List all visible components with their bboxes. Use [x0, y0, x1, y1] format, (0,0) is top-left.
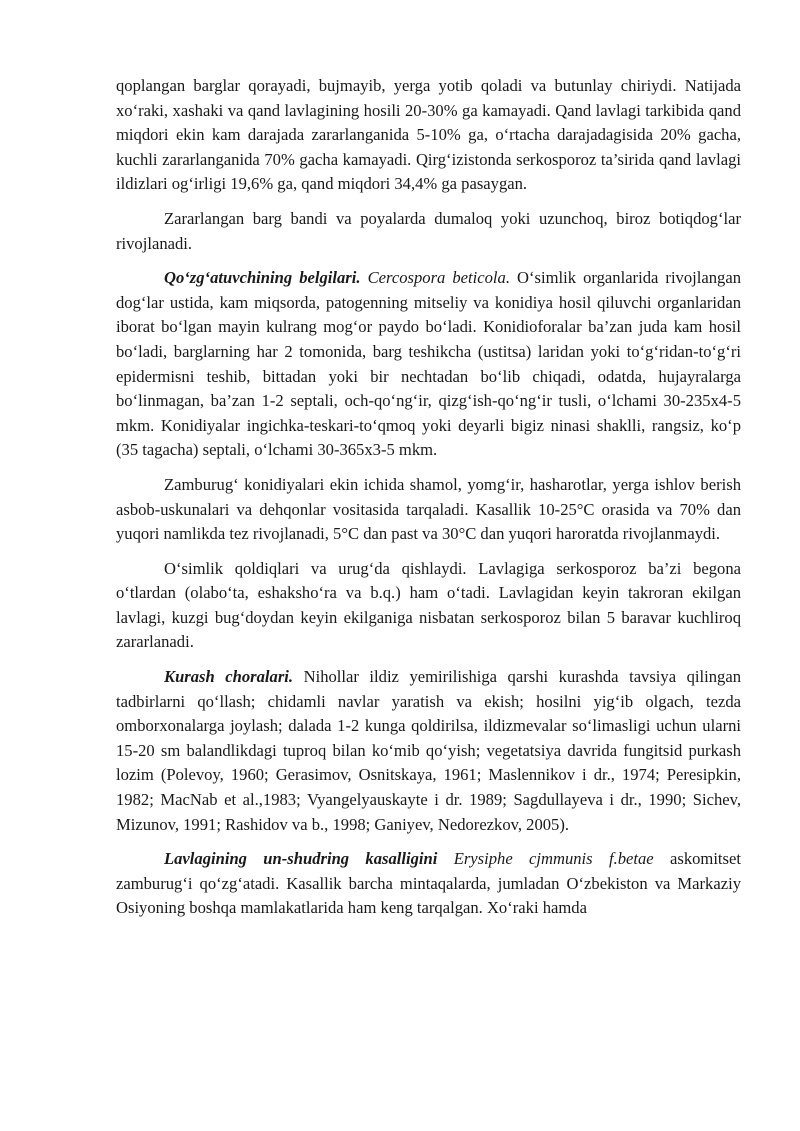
section-heading-control-measures: Kurash choralari.: [164, 667, 294, 687]
paragraph-powdery-mildew: [116, 847, 741, 921]
paragraph-pathogen-signs: [116, 266, 741, 463]
document-page: [116, 74, 741, 931]
paragraph-pathogen-signs-body: O‘simlik organlarida rivojlangan dog‘lar ustida, kam miqsorda, patogenning mitseliy va konidiya hosil qiluvchi organlaridan iborat bo‘lgan mayin kulrang mog‘or paydo bo‘ladi. Konidioforalar ba’zan juda kam hosil bo‘ladi, barglarning har 2 tomonida, barg teshikcha (ustitsa) laridan yoki to‘g‘ridan-to‘g‘ri epidermisni teshib, bittadan yoki bir nechtadan bo‘lib chiqadi, odatda, hujayralarga bo‘linmagan, ba’zan 1-2 septali, och-qo‘ng‘ir, qizg‘ish-qo‘ng‘ir tusli, o‘lchami 30-235x4-5 mkm. Konidiyalar ingichka-teskari-to‘qmoq yoki deyarli bigiz ninasi shaklli, rangsiz, ko‘p (35 tagacha) septali, o‘lchami 30-365x3-5 mkm.: [116, 268, 741, 460]
paragraph-powdery-mildew-body: askomitset zamburug‘i qo‘zg‘atadi. Kasallik barcha mintaqalarda, jumladan O‘zbekiston va Markaziy Osiyoning boshqa mamlakatlarida ham keng tarqalgan. Xo‘raki hamda: [116, 849, 741, 918]
paragraph-stem-spots: Zararlangan barg bandi va poyalarda dumaloq yoki uzunchoq, biroz botiqdog‘lar rivojlanadi.: [116, 208, 741, 253]
paragraph-control-measures-body: Nihollar ildiz yemirilishiga qarshi kurashda tavsiya qilingan tadbirlarni qo‘llash; chidamli navlar yaratish va ekish; hosilni yig‘ib olgach, tezda omborxonalarga joylash; dalada 1-2 kunga qoldirilsa, ildizmevalar so‘limasligi uchun ularni 15-20 sm balandlikdagi tuproq bilan ko‘mib qo‘yish; vegetatsiya davrida fungitsid purkash lozim (Polevoy, 1960; Gerasimov, Osnitskaya, 1961; Maslennikov i dr., 1974; Peresipkin, 1982; MacNab et al.,1983; Vyangelyauskayte i dr. 1989; Sagdullayeva i dr., 1990; Sichev, Mizunov, 1991; Rashidov va b., 1998; Ganiyev, Nedorezkov, 2005).: [116, 667, 741, 834]
paragraph-damage-effects: qoplangan barglar qorayadi, bujmayib, yerga yotib qoladi va butunlay chiriydi. Natijada xo‘raki, xashaki va qand lavlagining hosili 20-30% ga kamayadi. Qand lavlagi tarkibida qand miqdori ekin kam darajada zararlanganida 5-10% ga, o‘rtacha darajadagisida 20% gacha, kuchli zararlanganida 70% gacha kamayadi. Qirg‘izistonda serkosporoz ta’sirida qand lavlagi ildizlari og‘irligi 19,6% ga, qand miqdori 34,4% ga pasaygan.: [116, 76, 741, 194]
species-name-cercospora: Cercospora beticola.: [367, 268, 510, 288]
paragraph-spread: Zamburug‘ konidiyalari ekin ichida shamol, yomg‘ir, hasharotlar, yerga ishlov berish asbob-uskunalari va dehqonlar vositasida tarqaladi. Kasallik 10-25°C orasida va 70% dan yuqori namlikda tez rivojlanadi, 5°C dan past va 30°C dan yuqori haroratda rivojlanmaydi.: [116, 474, 741, 544]
species-name-erysiphe: Erysiphe cjmmunis f.betae: [453, 849, 654, 869]
paragraph-overwintering: O‘simlik qoldiqlari va urug‘da qishlaydi. Lavlagiga serkosporoz ba’zi begona o‘tlardan (olabo‘ta, eshaksho‘ra va b.q.) ham o‘tadi. Lavlagidan keyin takroran ekilgan lavlagi, kuzgi bug‘doydan keyin ekilganiga nisbatan serkosporoz bilan 5 baravar kuchliroq zararlanadi.: [116, 558, 741, 652]
paragraph-control-measures: [116, 665, 741, 837]
section-heading-pathogen-signs: Qo‘zg‘atuvchining belgilari.: [164, 268, 361, 288]
section-heading-powdery-mildew: Lavlagining un-shudring kasalligini: [164, 849, 438, 869]
